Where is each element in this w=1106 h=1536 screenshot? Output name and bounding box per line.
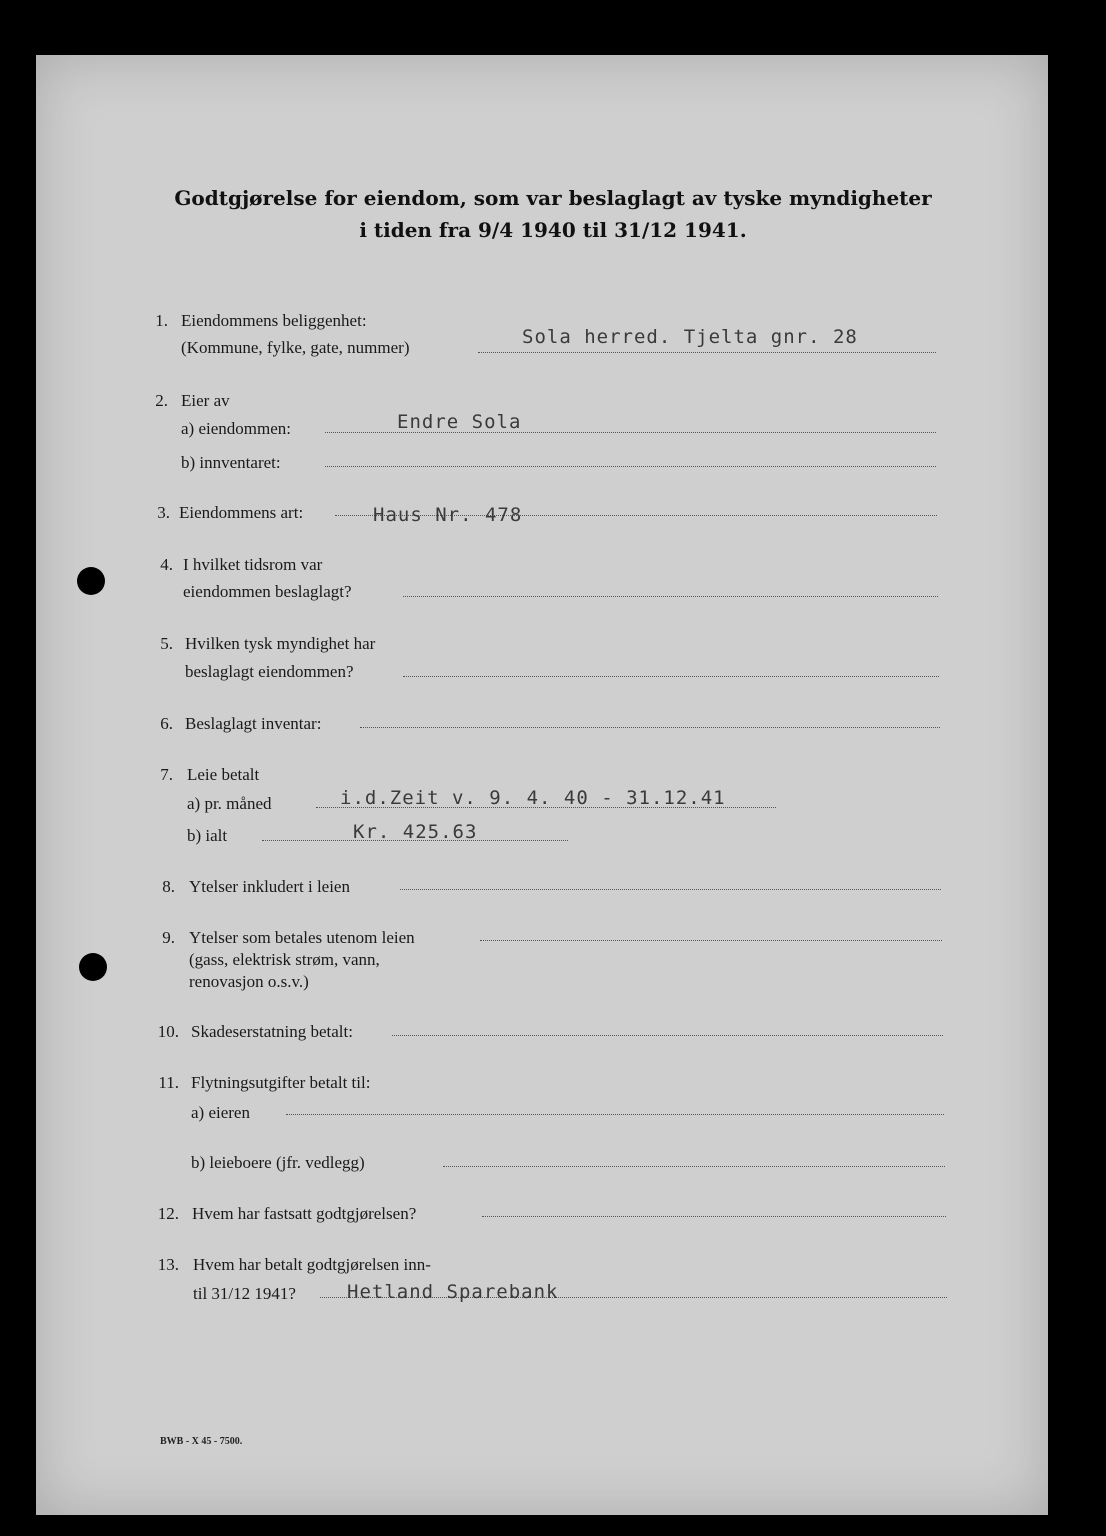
field-line xyxy=(478,352,936,353)
field-line[interactable] xyxy=(403,596,938,597)
item-number: 2. xyxy=(155,391,168,410)
label-authority-cont: beslaglagt eiendommen? xyxy=(185,662,354,681)
label-services-included: Ytelser inkludert i leien xyxy=(189,877,350,896)
label-fixed-by: Hvem har fastsatt godtgjørelsen? xyxy=(192,1204,417,1223)
form-title-line2: i tiden fra 9/4 1940 til 31/12 1941. xyxy=(359,218,747,242)
value-rent-monthly[interactable]: i.d.Zeit v. 9. 4. 40 - 31.12.41 xyxy=(340,787,726,809)
label-moving-tenants: b) leieboere (jfr. vedlegg) xyxy=(191,1153,365,1172)
label-property-type: Eiendommens art: xyxy=(179,503,304,522)
label-owner: Eier av xyxy=(181,391,230,410)
label-location-hint: (Kommune, fylke, gate, nummer) xyxy=(181,338,410,357)
label-period-cont: eiendommen beslaglagt? xyxy=(183,582,352,601)
item-number: 4. xyxy=(160,555,173,574)
label-services-extra: Ytelser som betales utenom leien xyxy=(189,928,415,947)
field-line[interactable] xyxy=(360,727,940,728)
item-number: 1. xyxy=(155,311,168,330)
value-property-type[interactable]: Haus Nr. 478 xyxy=(373,504,523,526)
label-rent-monthly: a) pr. måned xyxy=(187,794,272,813)
punch-hole xyxy=(77,567,105,595)
value-location[interactable]: Sola herred. Tjelta gnr. 28 xyxy=(522,326,858,348)
field-line[interactable] xyxy=(325,466,936,467)
field-line[interactable] xyxy=(400,889,941,890)
item-number: 11. xyxy=(158,1073,179,1092)
item-number: 6. xyxy=(160,714,173,733)
label-moving-owner: a) eieren xyxy=(191,1103,250,1122)
item-number: 9. xyxy=(162,928,175,947)
item-number: 8. xyxy=(162,877,175,896)
punch-hole xyxy=(79,953,107,981)
label-damages: Skadeserstatning betalt: xyxy=(191,1022,353,1041)
field-line[interactable] xyxy=(482,1216,946,1217)
label-seized-inventory: Beslaglagt inventar: xyxy=(185,714,322,733)
field-line[interactable] xyxy=(286,1114,944,1115)
label-rent-paid: Leie betalt xyxy=(187,765,260,784)
label-paid-by: Hvem har betalt godtgjørelsen inn- xyxy=(193,1255,431,1274)
item-number: 12. xyxy=(157,1204,179,1223)
label-owner-property: a) eiendommen: xyxy=(181,419,291,438)
field-line[interactable] xyxy=(443,1166,945,1167)
label-moving-costs: Flytningsutgifter betalt til: xyxy=(191,1073,371,1092)
label-services-extra-hint: (gass, elektrisk strøm, vann, xyxy=(189,950,380,969)
field-line[interactable] xyxy=(480,940,942,941)
item-number: 13. xyxy=(157,1255,179,1274)
item-number: 3. xyxy=(157,503,170,522)
item-number: 5. xyxy=(160,634,173,653)
label-authority: Hvilken tysk myndighet har xyxy=(185,634,376,653)
item-number: 10. xyxy=(157,1022,179,1041)
field-line[interactable] xyxy=(403,676,939,677)
print-code: BWB - X 45 - 7500. xyxy=(160,1436,243,1447)
value-rent-total[interactable]: Kr. 425.63 xyxy=(353,821,478,843)
label-rent-total: b) ialt xyxy=(187,826,228,845)
field-line[interactable] xyxy=(392,1035,943,1036)
value-paid-by[interactable]: Hetland Sparebank xyxy=(347,1281,559,1303)
label-services-extra-hint2: renovasjon o.s.v.) xyxy=(189,972,309,991)
label-period: I hvilket tidsrom var xyxy=(183,555,323,574)
value-owner-property[interactable]: Endre Sola xyxy=(397,411,522,433)
label-location: Eiendommens beliggenhet: xyxy=(181,311,367,330)
label-owner-inventory: b) innventaret: xyxy=(181,453,281,472)
item-number: 7. xyxy=(160,765,173,784)
form-title-line1: Godtgjørelse for eiendom, som var beslaglagt av tyske myndigheter xyxy=(174,186,932,210)
label-paid-by-cont: til 31/12 1941? xyxy=(193,1284,296,1303)
